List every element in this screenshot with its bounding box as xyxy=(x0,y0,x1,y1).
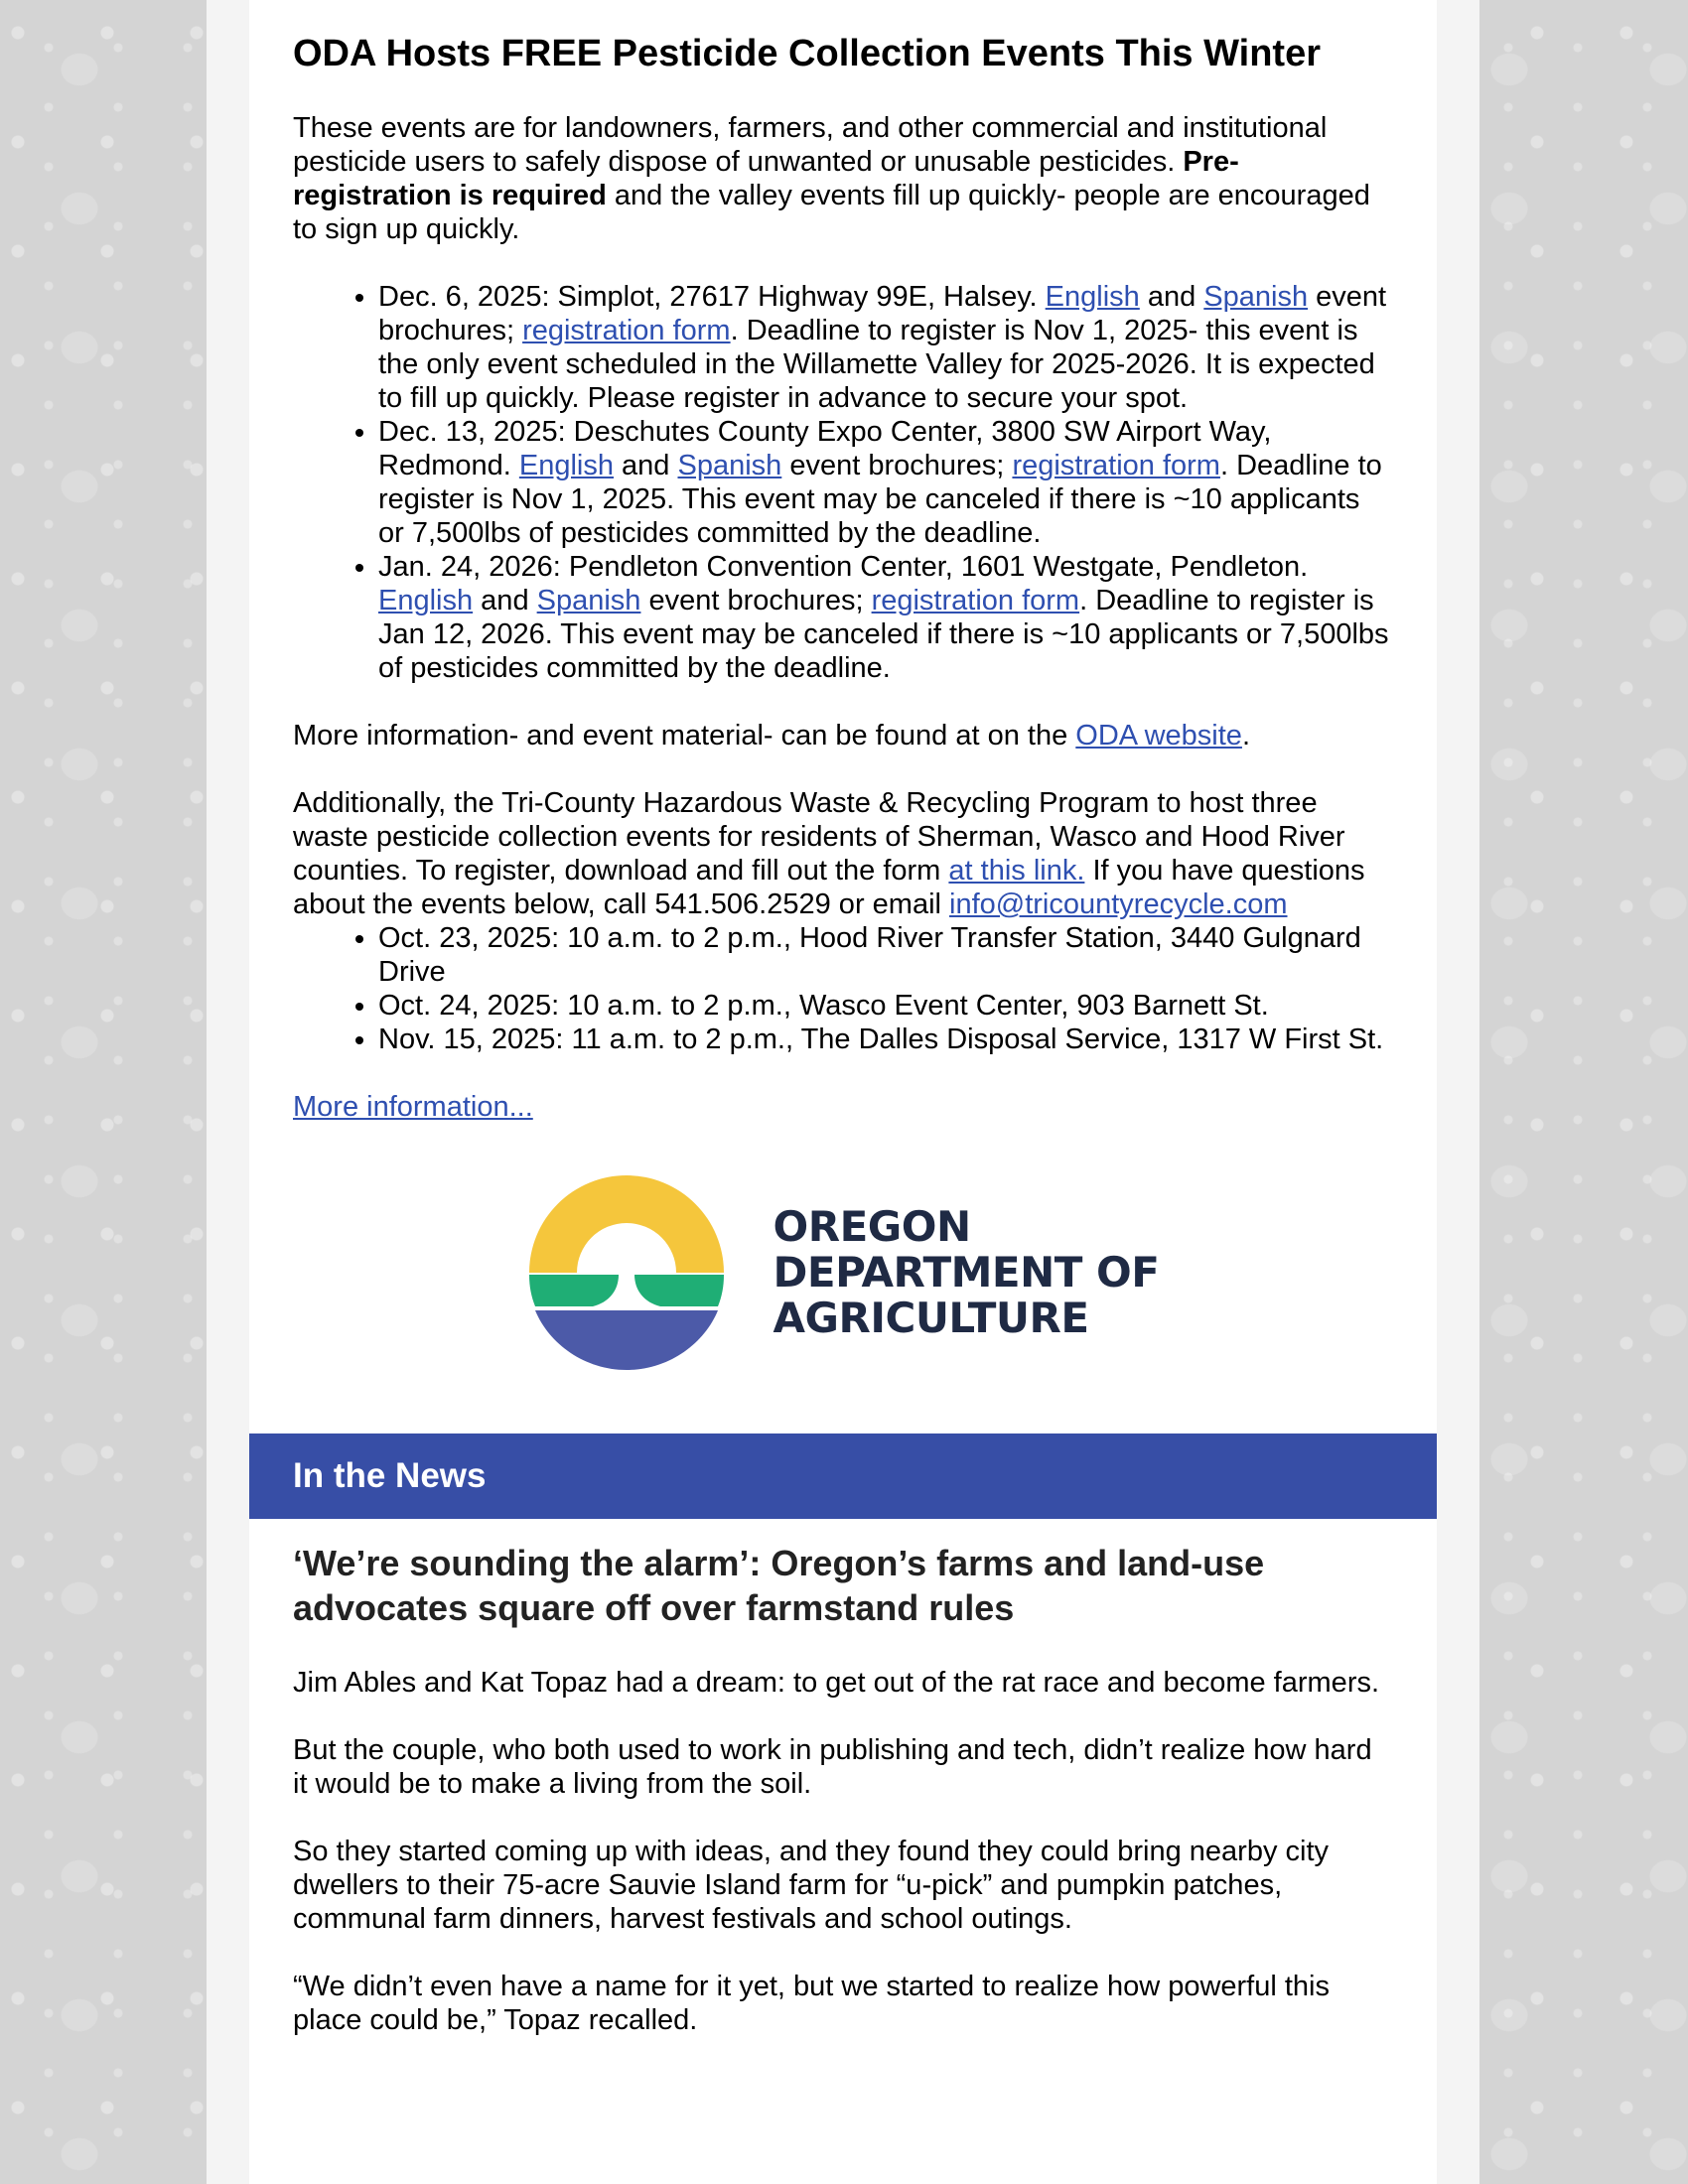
list-item: • Oct. 23, 2025: 10 a.m. to 2 p.m., Hood River Transfer Station, 3440 Gulgnard Drive xyxy=(378,921,1393,989)
spanish-brochure-link[interactable]: Spanish xyxy=(1203,281,1309,313)
oda-website-link[interactable]: ODA website xyxy=(1075,720,1242,751)
article-paragraph: “We didn’t even have a name for it yet, but we started to realize how powerful this place could be,” Topaz recalled. xyxy=(293,1971,1330,2036)
registration-form-link[interactable]: registration form xyxy=(522,315,731,346)
registration-form-link[interactable]: registration form xyxy=(871,585,1080,616)
oda-emblem-icon xyxy=(527,1173,726,1372)
list-item: • Dec. 6, 2025: Simplot, 27617 Highway 99E, Halsey. English and Spanish event brochures; registration form. Deadline to register is Nov 1, 2025- this event is the only event scheduled in the Willamette Valley for 2025-2026. It is expected to fill up quickly. Please register in advance to secure your spot. xyxy=(378,280,1393,415)
more-information-paragraph xyxy=(293,1090,1393,1124)
tricounty-email-link[interactable]: info@tricountyrecycle.com xyxy=(949,888,1288,920)
oda-event-list xyxy=(293,280,1393,685)
spanish-brochure-link[interactable]: Spanish xyxy=(536,585,641,616)
intro-paragraph: These events are for landowners, farmers, and other commercial and institutional pesticide users to safely dispose of unwanted or unusable pesticides. Pre-registration is required and the valley events fill up quickly- people are encouraged to sign up quickly. xyxy=(293,112,1370,245)
article-paragraph: So they started coming up with ideas, and they found they could bring nearby city dwellers to their 75-acre Sauvie Island farm for “u-pick” and pumpkin patches, communal farm dinners, harvest festivals and school outings. xyxy=(293,1836,1330,1935)
more-info-paragraph: More information- and event material- can be found at on the ODA website. xyxy=(293,720,1250,751)
news-article xyxy=(249,1541,1437,2037)
article-paragraph: Jim Ables and Kat Topaz had a dream: to get out of the rat race and become farmers. xyxy=(293,1667,1380,1699)
list-item: • Jan. 24, 2026: Pendleton Convention Center, 1601 Westgate, Pendleton. English and Spanish event brochures; registration form. Deadline to register is Jan 12, 2026. This event may be canceled if there is ~10 applicants or 7,500lbs of pesticides committed by the deadline. xyxy=(378,550,1393,685)
article-paragraph: But the couple, who both used to work in publishing and tech, didn’t realize how hard it would be to make a living from the soil. xyxy=(293,1734,1372,1800)
intro-bold: Pre-registration is required xyxy=(293,146,1239,211)
newsletter-card xyxy=(249,0,1437,2184)
spanish-brochure-link[interactable]: Spanish xyxy=(677,450,782,481)
article-headline: ‘We’re sounding the alarm’: Oregon’s farms and land-use advocates square off over farmstand rules xyxy=(293,1543,1265,1628)
english-brochure-link[interactable]: English xyxy=(1045,281,1140,313)
list-item: • Oct. 24, 2025: 10 a.m. to 2 p.m., Wasco Event Center, 903 Barnett St. xyxy=(378,989,1393,1023)
tricounty-event-list xyxy=(293,921,1393,1056)
list-item: • Dec. 13, 2025: Deschutes County Expo Center, 3800 SW Airport Way, Redmond. English and Spanish event brochures; registration form. Deadline to register is Nov 1, 2025. This event may be canceled if there is ~10 applicants or 7,500lbs of pesticides committed by the deadline. xyxy=(378,415,1393,550)
english-brochure-link[interactable]: English xyxy=(518,450,614,481)
oda-logo xyxy=(293,1173,1393,1372)
banner-title: In the News xyxy=(293,1456,487,1495)
oda-wordmark: OREGON DEPARTMENT OF AGRICULTURE xyxy=(773,1202,1160,1342)
section-title: ODA Hosts FREE Pesticide Collection Events This Winter xyxy=(293,33,1321,74)
tricounty-paragraph: Additionally, the Tri-County Hazardous Waste & Recycling Program to host three waste pesticide collection events for residents of Sherman, Wasco and Hood River counties. To register, download and fill out the form at this link. If you have questions about the events below, call 541.506.2529 or email info@tricountyrecycle.com xyxy=(293,787,1365,920)
more-information-link[interactable]: More information... xyxy=(293,1091,533,1123)
in-the-news-banner xyxy=(249,1433,1437,1519)
list-item: • Nov. 15, 2025: 11 a.m. to 2 p.m., The Dalles Disposal Service, 1317 W First St. xyxy=(378,1023,1393,1056)
english-brochure-link[interactable]: English xyxy=(378,585,474,616)
tricounty-form-link[interactable]: at this link. xyxy=(948,855,1085,887)
registration-form-link[interactable]: registration form xyxy=(1012,450,1220,481)
